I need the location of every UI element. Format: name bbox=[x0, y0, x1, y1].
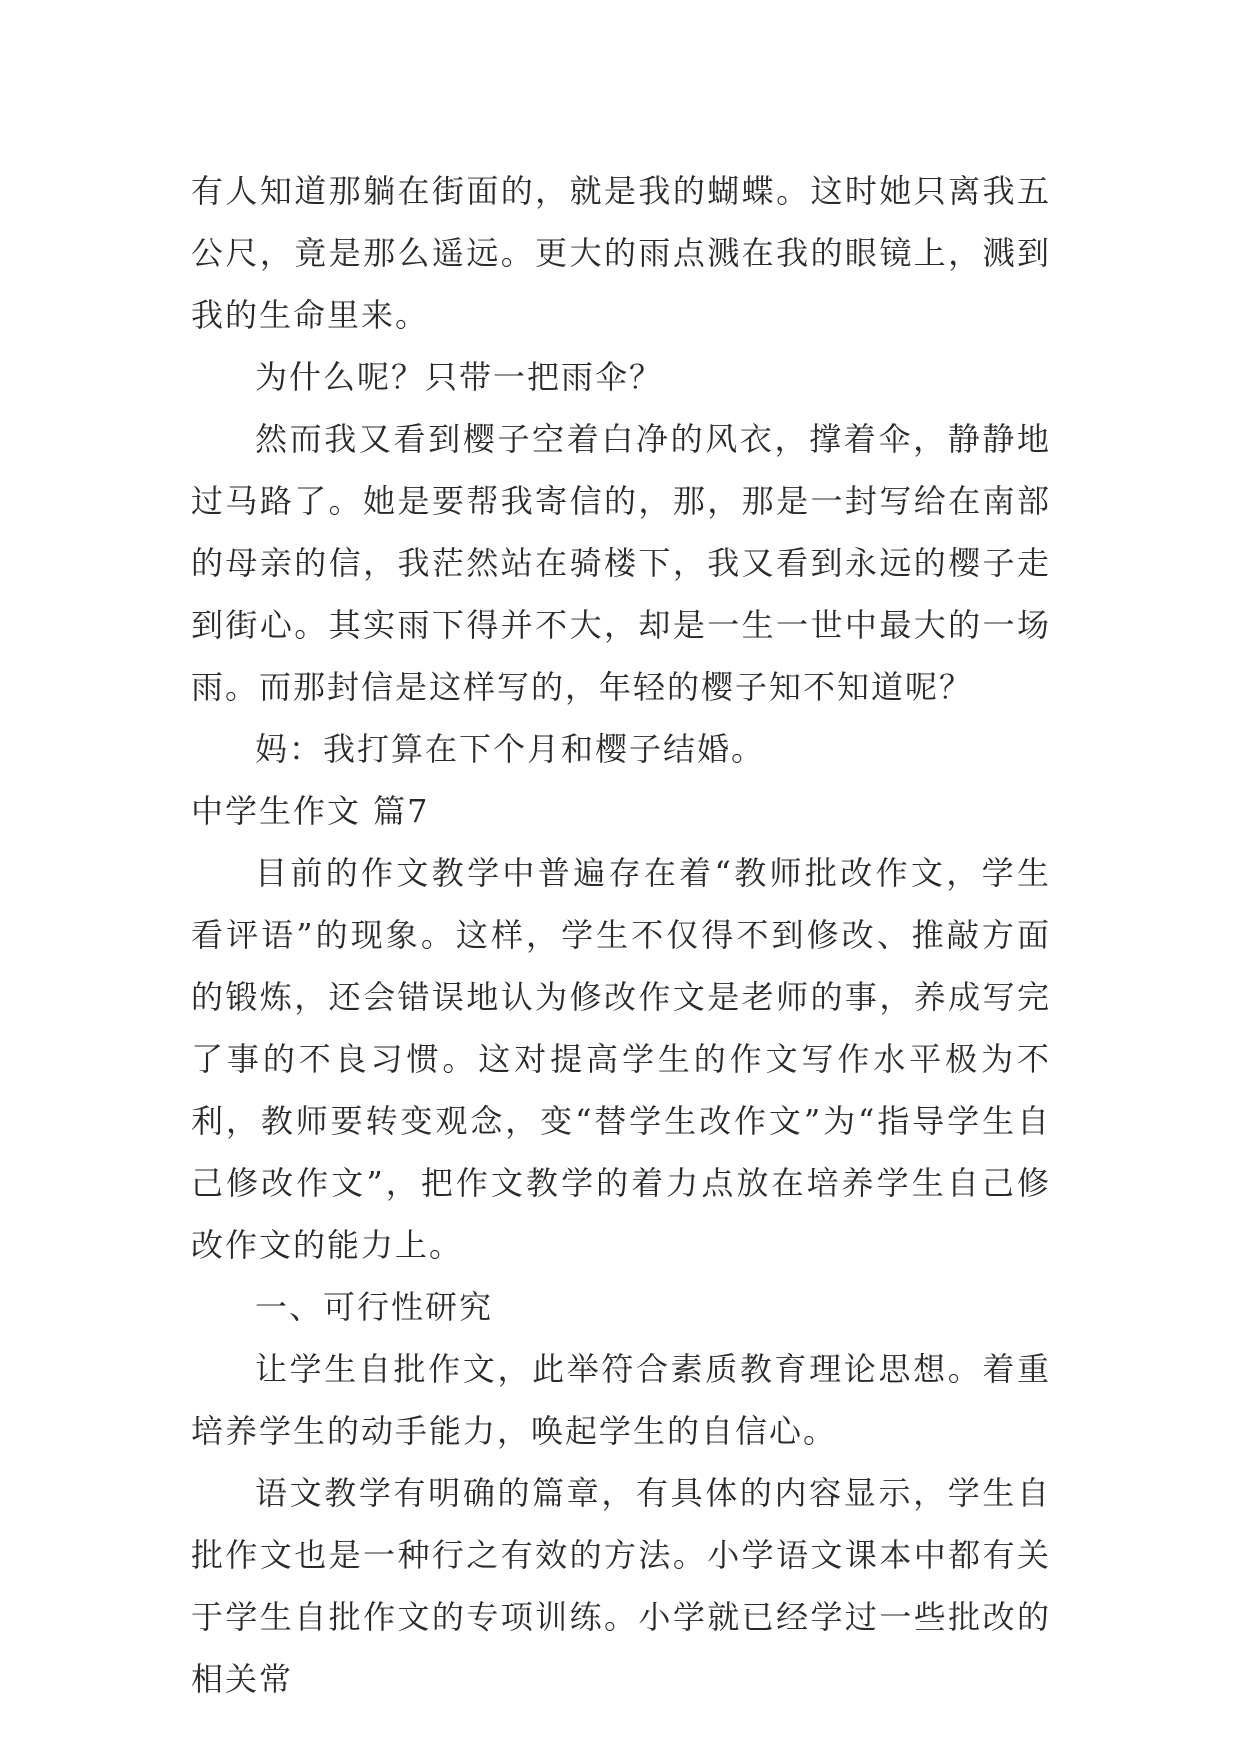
paragraph-7: 让学生自批作文，此举符合素质教育理论思想。着重培养学生的动手能力，唤起学生的自信心。 bbox=[191, 1350, 1051, 1450]
paragraph-8: 语文教学有明确的篇章，有具体的内容显示，学生自批作文也是一种行之有效的方法。小学语文课本中都有关于学生自批作文的专项训练。小学就已经学过一些批改的相关常 bbox=[191, 1474, 1051, 1698]
section-heading: 中学生作文 篇7 bbox=[191, 792, 430, 830]
paragraph-2: 为什么呢？只带一把雨伞？ bbox=[255, 358, 664, 396]
paragraph-6: 一、可行性研究 bbox=[255, 1288, 494, 1326]
paragraph-1: 有人知道那躺在街面的，就是我的蝴蝶。这时她只离我五公尺，竟是那么遥远。更大的雨点溅在我的眼镜上，溅到我的生命里来。 bbox=[191, 172, 1051, 334]
paragraph-5: 目前的作文教学中普遍存在着“教师批改作文，学生看评语”的现象。这样，学生不仅得不到修改、推敲方面的锻炼，还会错误地认为修改作文是老师的事，养成写完了事的不良习惯。这对提高学生的作文写作水平极为不利，教师要转变观念，变“替学生改作文”为“指导学生自己修改作文”，把作文教学的着力点放在培养学生自己修改作文的能力上。 bbox=[191, 854, 1051, 1264]
paragraph-4: 妈：我打算在下个月和樱子结婚。 bbox=[255, 730, 766, 768]
paragraph-3: 然而我又看到樱子空着白净的风衣，撑着伞，静静地过马路了。她是要帮我寄信的，那，那是一封写给在南部的母亲的信，我茫然站在骑楼下，我又看到永远的樱子走到街心。其实雨下得并不大，却是一生一世中最大的一场雨。而那封信是这样写的，年轻的樱子知不知道呢？ bbox=[191, 420, 1051, 706]
document-page bbox=[191, 160, 1051, 1710]
